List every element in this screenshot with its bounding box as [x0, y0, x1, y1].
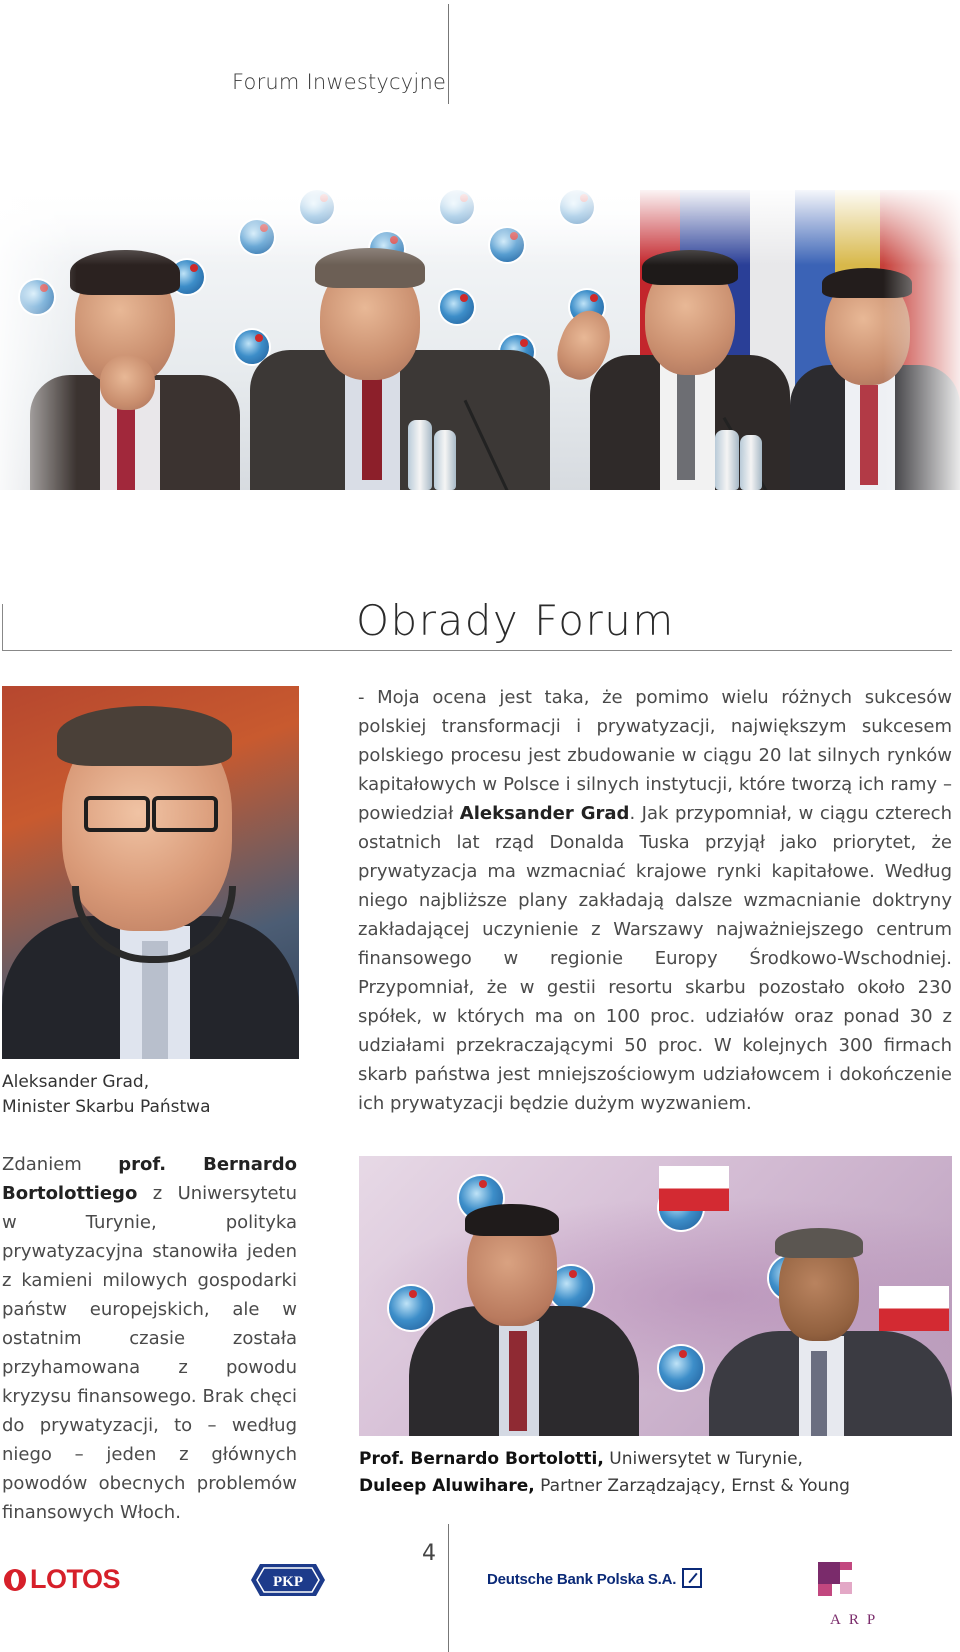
lotos-mark-icon: [4, 1569, 26, 1591]
arp-mark-icon: [840, 1562, 852, 1570]
header-divider: [448, 4, 449, 104]
arp-logo: [800, 1554, 890, 1634]
arp-mark-icon: [818, 1584, 832, 1596]
deutsche-bank-logo-text: Deutsche Bank Polska S.A.: [487, 1571, 677, 1588]
panelists-photo: [359, 1156, 952, 1436]
panelist-hair: [775, 1228, 863, 1258]
article-main-paragraph: [358, 683, 952, 1118]
title-rule-horizontal: [2, 650, 952, 651]
flag-poland: [659, 1166, 729, 1211]
lotos-logo-text: LOTOS: [30, 1564, 121, 1594]
article-text-part: z Uniwersytetu w Turynie, polityka prywatyzacyjna stanowiła jeden z kamieni milowych gospodarki państw europejskich, ale w ostatnim czasie została przyhamowana z powodu kryzysu finansowego. Brak chęci do prywatyzacji, to – według niego – jeden z głównych powodów obecnych problemów finansowych Włoch.: [2, 1183, 297, 1523]
arp-mark-icon: [840, 1582, 852, 1594]
lotos-logo: [4, 1564, 120, 1595]
caption-role: Uniwersytet w Turynie,: [603, 1449, 803, 1469]
caption-line-1: [359, 1446, 850, 1473]
arp-mark-icon: [818, 1562, 840, 1584]
article-side-paragraph: [2, 1150, 297, 1527]
portrait-caption-name: Aleksander Grad,: [2, 1072, 150, 1092]
page-number: 4: [422, 1541, 436, 1566]
caption-role: Partner Zarządzający, Ernst & Young: [534, 1476, 850, 1496]
deutsche-bank-slash-icon: [682, 1568, 702, 1588]
forum-globe-logo: [389, 1286, 433, 1330]
pkp-logo: [250, 1562, 326, 1598]
panel-discussion-photo: [0, 190, 960, 490]
flag-poland: [879, 1286, 949, 1331]
title-rule-vertical: [2, 604, 3, 651]
deutsche-bank-logo: [487, 1568, 702, 1588]
arp-logo-text: ARP: [830, 1612, 884, 1628]
pkp-logo-text: PKP: [273, 1574, 303, 1590]
photo-fade-overlay: [0, 190, 960, 490]
caption-line-2: [359, 1473, 850, 1500]
article-text-part: Zdaniem: [2, 1154, 119, 1175]
glasses-icon: [152, 796, 218, 832]
speaker-name: prof. Bernardo Bortolottiego: [2, 1154, 297, 1204]
speaker-name: Aleksander Grad: [459, 803, 630, 824]
photo-caption: [359, 1446, 850, 1500]
panelist-hair: [465, 1204, 559, 1236]
caption-name: Duleep Aluwihare,: [359, 1476, 535, 1496]
glasses-icon: [84, 796, 150, 832]
caption-name: Prof. Bernardo Bortolotti,: [359, 1449, 604, 1469]
portrait-hair: [57, 706, 232, 766]
article-text-part: . Jak przypomniał, w ciągu czterech ostatnich lat rząd Donalda Tuska przyjął jako priorytet, że prywatyzacja ma wzmacniać krajowe rynki kapitałowe. Według niego najbliższe plany zakładają dalsze wzmacnianie doktryny zakładającej uczynienie z Warszawy najważniejszego centrum finansowego w regionie Europy Środkowo-Wschodniej. Przypomniał, że w gestii resortu skarbu pozostało około 230 spółek, w których ma on 100 proc. udziałów oraz ponad 30 z udziałami przekraczającymi 50 proc. W kolejnych 300 firmach skarb państwa jest mniejszościowym udziałowcem i dokończenie ich prywatyzacji będzie dużym wyzwaniem.: [358, 803, 952, 1114]
forum-globe-logo: [659, 1346, 703, 1390]
portrait-caption: [2, 1070, 211, 1120]
panelist-tie: [509, 1331, 527, 1431]
portrait-caption-role: Minister Skarbu Państwa: [2, 1097, 211, 1117]
running-header: Forum Inwestycyjne: [232, 70, 447, 94]
portrait-aleksander-grad: [2, 686, 299, 1059]
section-title: Obrady Forum: [356, 596, 675, 645]
article-text-part: - Moja ocena jest taka, że pomimo wielu różnych sukcesów polskiej transformacji i prywatyzacji, największym sukcesem polskiego procesu jest zbudowanie w ciągu 20 lat silnych rynków kapitałowych w Polsce i silnych instytucji, które tworzą ich ramy – powiedział: [358, 687, 952, 824]
panelist-tie: [811, 1351, 827, 1436]
footer-divider: [448, 1524, 449, 1652]
